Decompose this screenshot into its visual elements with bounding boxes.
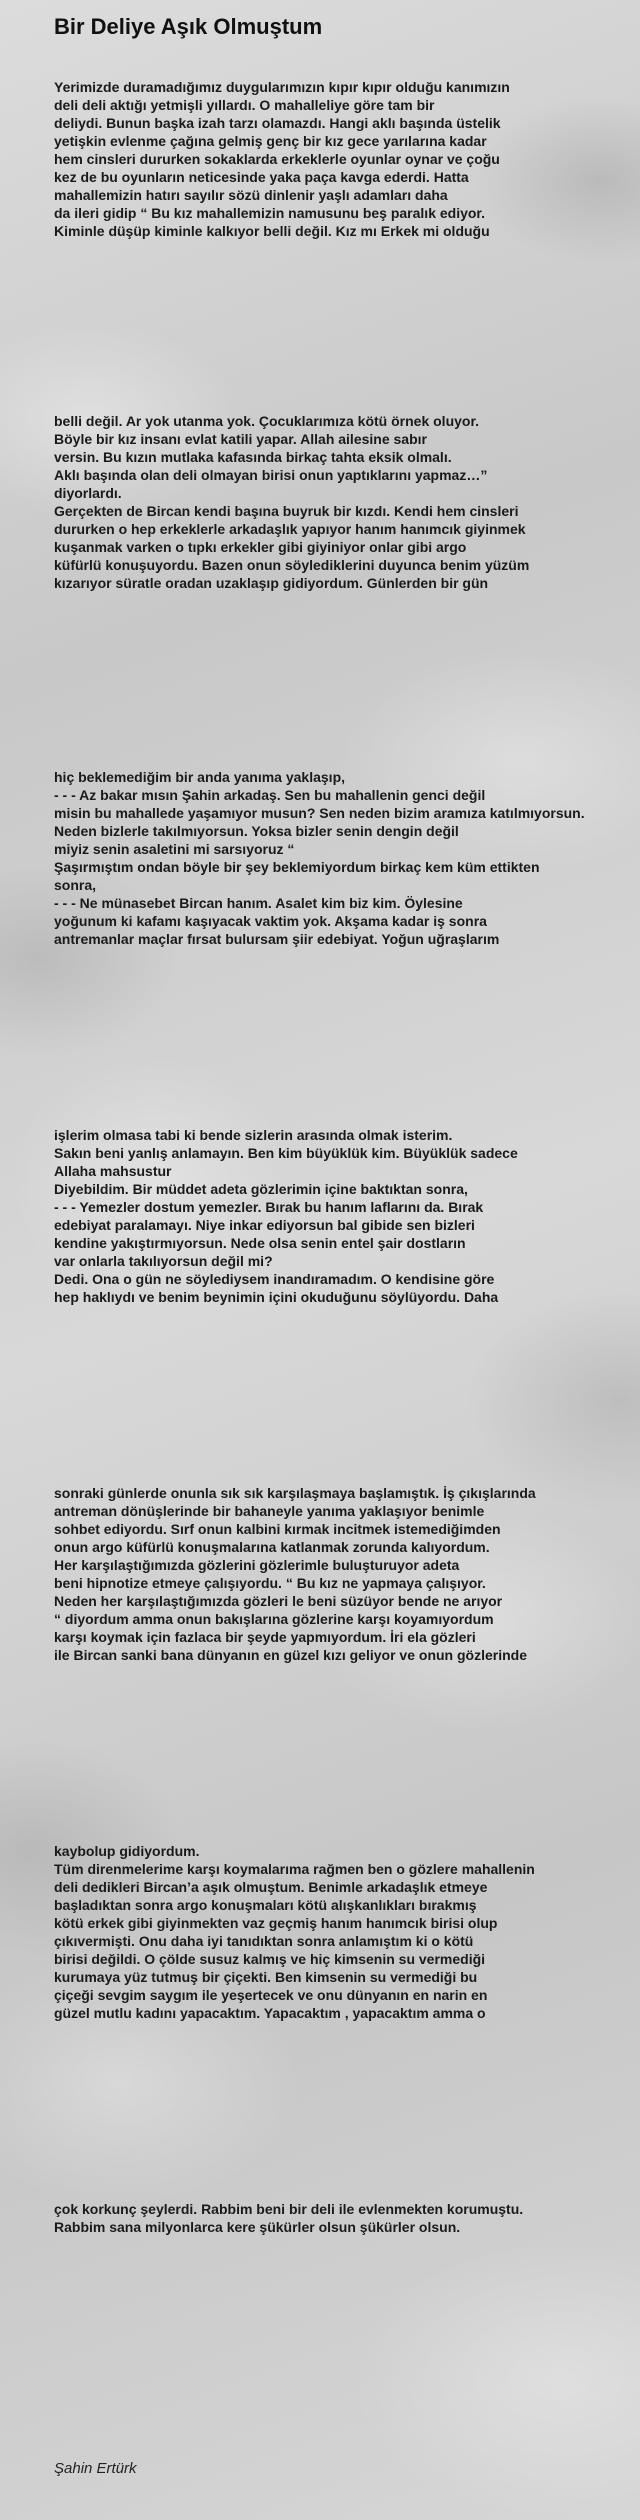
poem-line: antreman dönüşlerinde bir bahaneyle yanıma yaklaşıyor benimle bbox=[54, 1503, 485, 1519]
poem-line: Şaşırmıştım ondan böyle bir şey beklemiyordum birkaç kem küm ettikten bbox=[54, 859, 540, 875]
poem-line: hem cinsleri dururken sokaklarda erkeklerle oyunlar oynar ve çoğu bbox=[54, 151, 500, 167]
poem-line: Kiminle düşüp kiminle kalkıyor belli değil. Kız mı Erkek mi olduğu bbox=[54, 223, 490, 239]
poem-line: - - - Az bakar mısın Şahin arkadaş. Sen bu mahallenin genci değil bbox=[54, 787, 486, 803]
poem-line: onun argo küfürlü konuşmalarına katlanmak zorunda kalıyordum. bbox=[54, 1539, 490, 1555]
poem-line: deli dedikleri Bircan’a aşık olmuştum. Benimle arkadaşlık etmeye bbox=[54, 1879, 488, 1895]
poem-line: sonra, bbox=[54, 877, 97, 893]
poem-line: güzel mutlu kadını yapacaktım. Yapacaktım , yapacaktım amma o bbox=[54, 2005, 486, 2021]
poem-line: birisi değildi. O çölde susuz kalmış ve hiç kimsenin su vermediği bbox=[54, 1951, 486, 1967]
poem-line: sohbet ediyordu. Sırf onun kalbini kırmak incitmek istemediğimden bbox=[54, 1521, 501, 1537]
poem-line: hep haklıydı ve benim beynimin içini okuduğunu söylüyordu. Daha bbox=[54, 1289, 499, 1305]
poem-line: yoğunum ki kafamı kaşıyacak vaktim yok. Akşama kadar iş sonra bbox=[54, 913, 487, 929]
poem-line: - - - Yemezler dostum yemezler. Bırak bu hanım laflarını da. Bırak bbox=[54, 1199, 484, 1215]
poem-line: - - - Ne münasebet Bircan hanım. Asalet kim biz kim. Öylesine bbox=[54, 895, 463, 911]
poem-line: da ileri gidip “ Bu kız mahallemizin namusunu beş paralık ediyor. bbox=[54, 205, 485, 221]
poem-line: Tüm direnmelerime karşı koymalarıma rağmen ben o gözlere mahallenin bbox=[54, 1861, 535, 1877]
poem-line: edebiyat paralamayı. Niye inkar ediyorsun bal gibide sen bizleri bbox=[54, 1217, 475, 1233]
poem-line: işlerim olmasa tabi ki bende sizlerin arasında olmak isterim. bbox=[54, 1127, 453, 1143]
poem-line: misin bu mahallede yaşamıyor musun? Sen neden bizim aramıza katılmıyorsun. bbox=[54, 805, 585, 821]
poem-line: diyorlardı. bbox=[54, 485, 122, 501]
poem-line: “ diyordum amma onun bakışlarına gözlerine karşı koyamıyordum bbox=[54, 1611, 494, 1627]
poem-line: Diyebildim. Bir müddet adeta gözlerimin içine baktıktan sonra, bbox=[54, 1181, 468, 1197]
poem-line: kuşanmak varken o tıpkı erkekler gibi giyiniyor onlar gibi argo bbox=[54, 539, 467, 555]
poem-line: Gerçekten de Bircan kendi başına buyruk bir kızdı. Kendi hem cinsleri bbox=[54, 503, 519, 519]
poem-title: Bir Deliye Aşık Olmuştum bbox=[54, 14, 323, 39]
poem-line: karşı koymak için fazlaca bir şeyde yapmıyordum. İri ela gözleri bbox=[54, 1629, 476, 1645]
poem-line: kaybolup gidiyordum. bbox=[54, 1843, 200, 1859]
poem-line: Neden her karşılaştığımızda gözleri le beni süzüyor bende ne arıyor bbox=[54, 1593, 503, 1609]
poem-line: Böyle bir kız insanı evlat katili yapar. Allah ailesine sabır bbox=[54, 431, 427, 447]
poem-line: Her karşılaştığımızda gözlerini gözlerimle buluşturuyor adeta bbox=[54, 1557, 460, 1573]
poem-line: çok korkunç şeylerdi. Rabbim beni bir deli ile evlenmekten korumuştu. bbox=[54, 2201, 524, 2217]
poem-line: yetişkin evlenme çağına gelmiş genç bir kız gece yarılarına kadar bbox=[54, 133, 487, 149]
poem-line: deliydi. Bunun başka izah tarzı olamazdı. Hangi aklı başında üstelik bbox=[54, 115, 501, 131]
poem-line: antremanlar maçlar fırsat bulursam şiir edebiyat. Yoğun uğraşlarım bbox=[54, 931, 500, 947]
poem-line: Rabbim sana milyonlarca kere şükürler olsun şükürler olsun. bbox=[54, 2219, 461, 2235]
poem-line: Dedi. Ona o gün ne söylediysem inandıramadım. O kendisine göre bbox=[54, 1271, 495, 1287]
poem-line: mahallemizin hatırı sayılır sözü dinlenir yaşlı adamları daha bbox=[54, 187, 448, 203]
poem-line: Yerimizde duramadığımız duygularımızın kıpır kıpır olduğu kanımızın bbox=[54, 79, 510, 95]
poem-line: Allaha mahsustur bbox=[54, 1163, 172, 1179]
poem-line: versin. Bu kızın mutlaka kafasında birkaç tahta eksik olmalı. bbox=[54, 449, 452, 465]
poem-line: kez de bu oyunların neticesinde yaka paça kavga ederdi. Hatta bbox=[54, 169, 469, 185]
poem-line: Neden bizlerle takılmıyorsun. Yoksa bizler senin dengin değil bbox=[54, 823, 459, 839]
poem-line: başladıktan sonra argo konuşmaları kötü alışkanlıkları bırakmış bbox=[54, 1897, 477, 1913]
poem-line: dururken o hep erkeklerle arkadaşlık yapıyor hanım hanımcık giyinmek bbox=[54, 521, 526, 537]
author-name: Şahin Ertürk bbox=[54, 2460, 137, 2477]
poem-line: beni hipnotize etmeye çalışıyordu. “ Bu kız ne yapmaya çalışıyor. bbox=[54, 1575, 486, 1591]
poem-line: kızarıyor süratle oradan uzaklaşıp gidiyordum. Günlerden bir gün bbox=[54, 575, 489, 591]
poem-line: Sakın beni yanlış anlamayın. Ben kim büyüklük kim. Büyüklük sadece bbox=[54, 1145, 518, 1161]
poem-line: miyiz senin asaletini mi sarsıyoruz “ bbox=[54, 841, 295, 857]
poem-line: kendine yakıştırmıyorsun. Nede olsa senin entel şair dostların bbox=[54, 1235, 466, 1251]
poem-line: hiç beklemediğim bir anda yanıma yaklaşıp, bbox=[54, 769, 346, 785]
poem-line: deli deli aktığı yetmişli yıllardı. O mahalleliye göre tam bir bbox=[54, 97, 435, 113]
poem-line: belli değil. Ar yok utanma yok. Çocuklarımıza kötü örnek oluyor. bbox=[54, 413, 480, 429]
poem-line: çiçeği sevgim saygım ile yeşertecek ve onu dünyanın en narin en bbox=[54, 1987, 488, 2003]
poem-line: küfürlü konuşuyordu. Bazen onun söylediklerini duyunca benim yüzüm bbox=[54, 557, 530, 573]
poem-line: çıkıvermişti. Onu daha iyi tanıdıktan sonra anlamıştım ki o kötü bbox=[54, 1933, 474, 1949]
poem-line: kötü erkek gibi giyinmekten vaz geçmiş hanım hanımcık birisi olup bbox=[54, 1915, 498, 1931]
poem-line: ile Bircan sanki bana dünyanın en güzel kızı geliyor ve onun gözlerinde bbox=[54, 1647, 527, 1663]
poem-line: sonraki günlerde onunla sık sık karşılaşmaya başlamıştık. İş çıkışlarında bbox=[54, 1485, 536, 1501]
poem-line: var onlarla takılıyorsun değil mi? bbox=[54, 1253, 273, 1269]
poem-line: Aklı başında olan deli olmayan birisi onun yaptıklarını yapmaz…” bbox=[54, 467, 488, 483]
poem-line: kurumaya yüz tutmuş bir çiçekti. Ben kimsenin su vermediği bu bbox=[54, 1969, 478, 1985]
